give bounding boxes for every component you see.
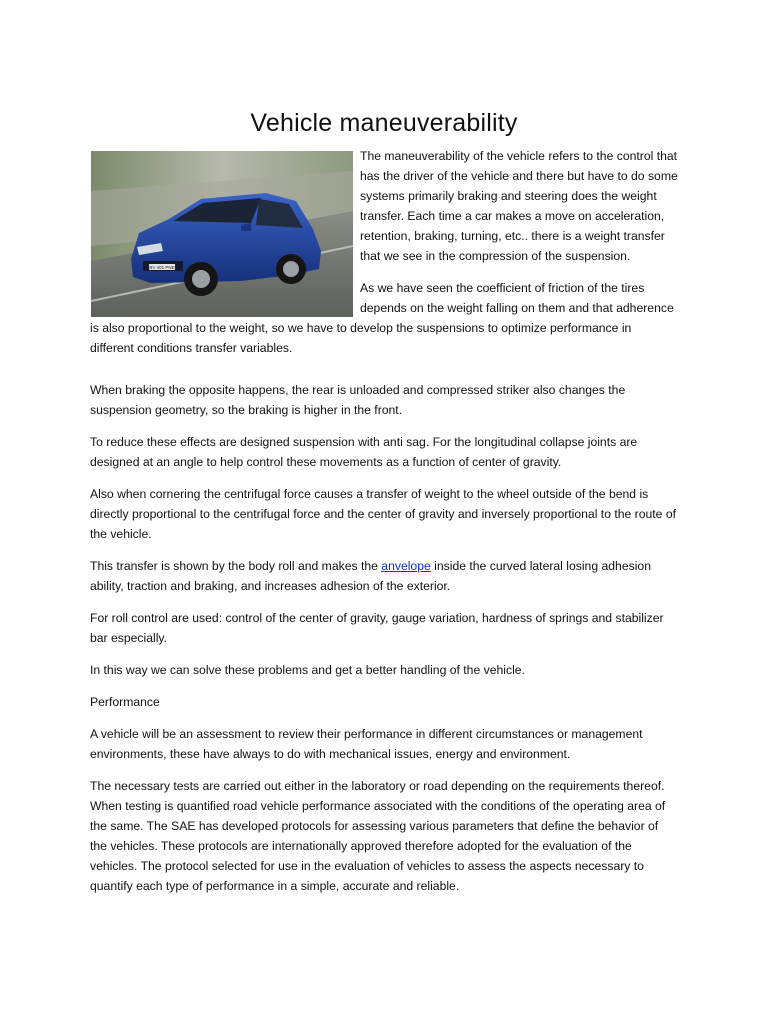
- body-text: [90, 146, 678, 908]
- section-heading: Performance: [90, 695, 160, 709]
- paragraph-text: This transfer is shown by the body roll and makes the: [90, 559, 382, 573]
- paragraph: For roll control are used: control of the center of gravity, gauge variation, hardness of springs and stabilizer bar especially.: [90, 611, 664, 645]
- paragraph: Also when cornering the centrifugal force causes a transfer of weight to the wheel outside of the bend is directly proportional to the centrifugal force and the center of gravity and inversely proportional to the route of the vehicle.: [90, 487, 677, 541]
- anvelope-link[interactable]: anvelope: [381, 559, 431, 573]
- paragraph: To reduce these effects are designed suspension with anti sag. For the longitudinal collapse joints are designed at an angle to help control these movements as a function of center of gravity.: [90, 435, 638, 469]
- paragraph: In this way we can solve these problems and get a better handling of the vehicle.: [90, 663, 525, 677]
- image-float-spacer: [90, 146, 360, 308]
- paragraph-with-link: [90, 556, 678, 596]
- paragraph: When braking the opposite happens, the rear is unloaded and compressed striker also changes the suspension geometry, so the braking is higher in the front.: [90, 383, 626, 417]
- page-title: Vehicle maneuverability: [250, 108, 518, 137]
- paragraph: The necessary tests are carried out either in the laboratory or road depending on the requirements thereof. When testing is quantified road vehicle performance associated with the conditions of the operating area of the same. The SAE has developed protocols for assessing various parameters that define the behavior of the vehicles. These protocols are internationally approved therefore adopted for the evaluation of the vehicles. The protocol selected for use in the evaluation of vehicles to assess the aspects necessary to quantify each type of performance in a simple, accurate and reliable.: [90, 779, 666, 893]
- car-license-plate: BV 401 PNE: [149, 265, 175, 270]
- paragraph: The maneuverability of the vehicle refers to the control that has the driver of the vehicle and there but have to do some systems primarily braking and steering does the weight transfer. Each time a car makes a move on acceleration, retention, braking, turning, etc.. there is a weight transfer that we see in the compression of the suspension.: [360, 149, 678, 263]
- paragraph: A vehicle will be an assessment to review their performance in different circumstances or management environments, these have always to do with mechanical issues, energy and environment.: [90, 727, 643, 761]
- paragraph-text: inside the curved lateral losing adhesion ability, traction and braking, and increases adhesion of the exterior.: [90, 559, 651, 593]
- paragraph: As we have seen the coefficient of friction of the tires depends on the weight falling on them and that adherence is also proportional to the weight, so we have to develop the suspensions to optimize performance in different conditions transfer variables.: [90, 281, 674, 355]
